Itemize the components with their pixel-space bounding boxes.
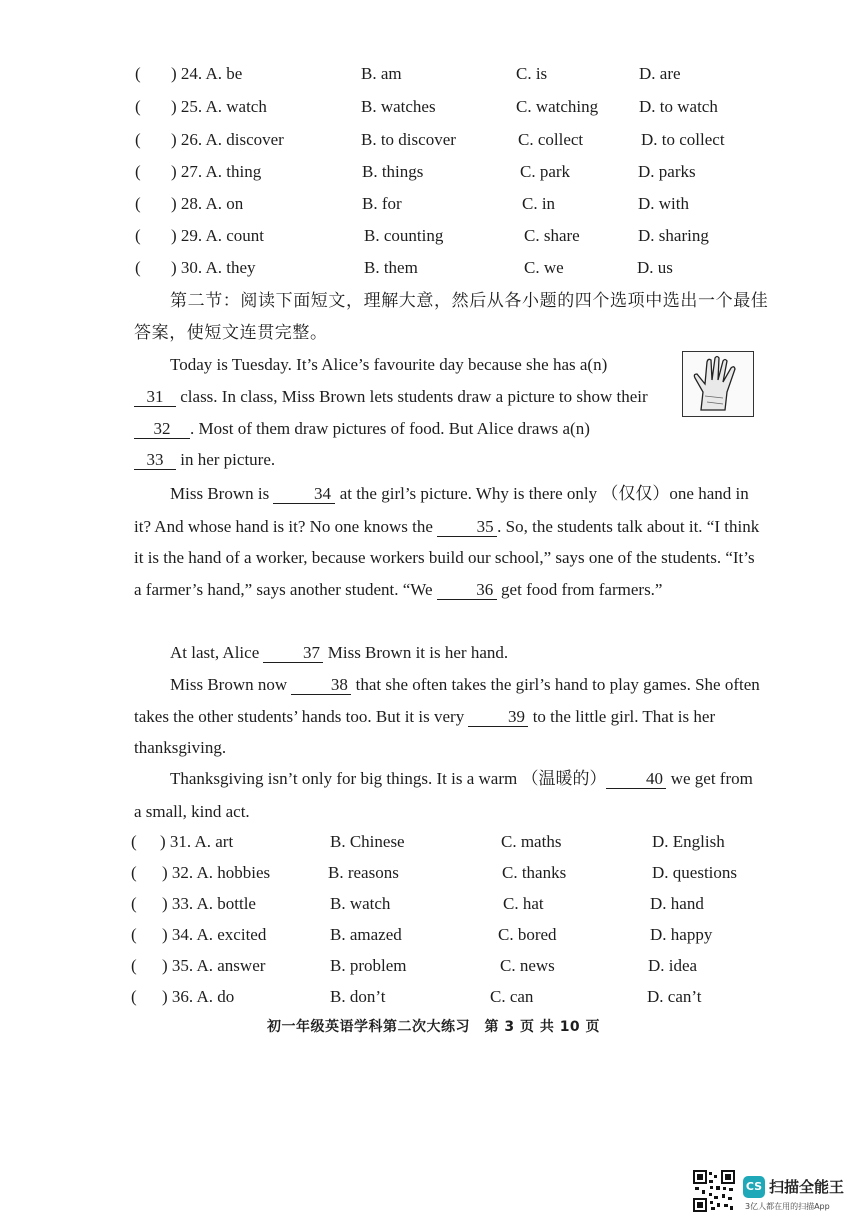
option-c: C. collect [518,130,584,149]
option-b: B. problem [330,956,407,975]
blank-32[interactable]: 32 [134,420,190,439]
question-row [0,956,867,984]
option-a: ) 26. A. discover [171,130,284,149]
option-c: C. news [500,956,555,975]
answer-paren[interactable]: ( [135,130,141,149]
option-c: C. bored [498,925,557,944]
option-a: ) 35. A. answer [162,956,266,975]
option-d: D. to collect [641,130,725,149]
qr-code-icon [693,1170,735,1212]
scanner-app-name: 扫描全能王 [769,1178,845,1196]
scanner-tagline: 3亿人都在用的扫描App [745,1202,830,1211]
blank-31[interactable]: 31 [134,388,176,407]
answer-paren[interactable]: ( [135,226,141,245]
passage-paragraph-3: At last, Alice 37 Miss Brown it is her hand. [170,643,509,662]
option-a: ) 30. A. they [171,258,256,277]
question-row [0,863,867,891]
answer-paren[interactable]: ( [135,162,141,181]
option-a: ) 34. A. excited [162,925,267,944]
option-a: ) 24. A. be [171,64,243,83]
option-d: D. can’t [647,987,702,1006]
question-row [0,130,867,158]
question-row [0,832,867,860]
option-d: D. to watch [639,97,718,116]
passage-paragraph-1-cont: 31 class. In class, Miss Brown lets students draw a picture to show their 32 . Most of them draw pictures of food. But Alice draws a(n) 33 in her picture. [134,381,679,476]
scanner-logo-icon: CS [743,1176,765,1198]
blank-33[interactable]: 33 [134,451,176,470]
option-b: B. amazed [330,925,402,944]
option-b: B. don’t [330,987,386,1006]
option-a: ) 25. A. watch [171,97,267,116]
option-b: B. am [361,64,402,83]
question-row [0,894,867,922]
blank-40[interactable]: 40 [606,770,666,789]
option-b: B. to discover [361,130,456,149]
question-row [0,194,867,222]
option-b: B. them [364,258,418,277]
option-a: ) 27. A. thing [171,162,262,181]
question-row [0,162,867,190]
option-b: B. counting [364,226,444,245]
option-b: B. Chinese [330,832,405,851]
option-b: B. watches [361,97,436,116]
answer-paren[interactable]: ( [135,97,141,116]
option-a: ) 32. A. hobbies [162,863,271,882]
option-c: C. we [524,258,564,277]
answer-paren[interactable]: ( [131,894,137,913]
option-c: C. thanks [502,863,567,882]
page-footer: 初一年级英语学科第二次大练习 第 3 页 共 10 页 [266,1019,601,1035]
scanner-watermark [693,1170,858,1214]
option-c: C. can [490,987,534,1006]
blank-35[interactable]: 35 [437,518,497,537]
blank-36[interactable]: 36 [437,581,497,600]
option-b: B. for [362,194,402,213]
option-d: D. English [652,832,725,851]
option-c: C. park [520,162,571,181]
option-d: D. parks [638,162,696,181]
blank-34[interactable]: 34 [273,485,335,504]
answer-paren[interactable]: ( [131,987,137,1006]
option-d: D. with [638,194,689,213]
section-title: 第二节：阅读下面短文，理解大意，然后从各小题的四个选项中选出一个最佳答案，使短文连贯完整。 [134,291,769,343]
passage-paragraph-5: Thanksgiving isn’t only for big things. It is a warm （温暖的） 40 we get from a small, kind act. [134,769,753,821]
option-b: B. watch [330,894,391,913]
question-row [0,97,867,125]
answer-paren[interactable]: ( [131,863,137,882]
option-a: ) 31. A. art [160,832,234,851]
option-b: B. reasons [328,863,399,882]
blank-37[interactable]: 37 [263,644,323,663]
question-row [0,258,867,286]
option-d: D. us [637,258,673,277]
option-c: C. maths [501,832,562,851]
passage-paragraph-4: Miss Brown now 38 that she often takes the girl’s hand to play games. She often takes the other students’ hands too. But it is very 39 to the little girl. That is her thanksgiving. [134,675,760,758]
option-c: C. share [524,226,580,245]
option-d: D. hand [650,894,704,913]
option-d: D. happy [650,925,713,944]
option-a: ) 33. A. bottle [162,894,256,913]
answer-paren[interactable]: ( [131,925,137,944]
option-d: D. questions [652,863,737,882]
option-a: ) 36. A. do [162,987,235,1006]
option-d: D. sharing [638,226,709,245]
question-row [0,925,867,953]
option-a: ) 29. A. count [171,226,265,245]
option-c: C. in [522,194,556,213]
answer-paren[interactable]: ( [131,832,137,851]
option-c: C. hat [503,894,544,913]
answer-paren[interactable]: ( [135,194,141,213]
option-c: C. watching [516,97,599,116]
passage-paragraph-1: Today is Tuesday. It’s Alice’s favourite day because she has a(n) [170,355,608,374]
answer-paren[interactable]: ( [135,258,141,277]
answer-paren[interactable]: ( [135,64,141,83]
option-a: ) 28. A. on [171,194,244,213]
blank-39[interactable]: 39 [468,708,528,727]
blank-38[interactable]: 38 [291,676,351,695]
question-row [0,987,867,1015]
option-b: B. things [362,162,424,181]
option-d: D. idea [648,956,698,975]
option-d: D. are [639,64,681,83]
answer-paren[interactable]: ( [131,956,137,975]
hand-drawing-icon [682,351,754,417]
question-row [0,64,867,92]
passage-paragraph-2: Miss Brown is 34 at the girl’s picture. Why is there only （仅仅）one hand in it? And whose hand is it? No one knows the 35 . So, the students talk about it. “I think it is the hand of a worker, because workers build our school,” says one of the students. “It’s a farmer’s hand,” says another student. “We 36 get food from farmers.” [134,484,760,599]
question-row [0,226,867,254]
option-c: C. is [516,64,548,83]
